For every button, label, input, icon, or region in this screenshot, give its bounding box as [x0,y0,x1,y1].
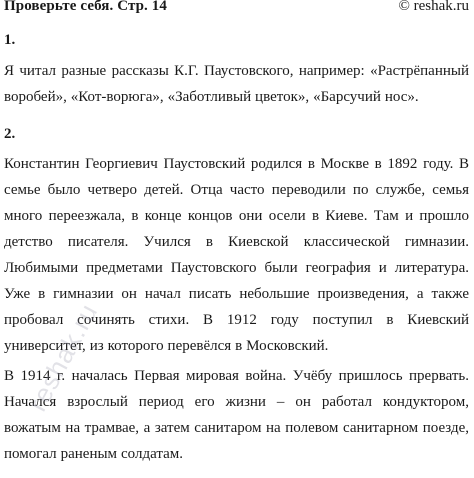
site-credit: © reshak.ru [398,0,469,14]
section-number-1: 1. [4,32,16,48]
section-number-2: 2. [4,126,16,142]
page-header [4,0,469,16]
answer-paragraph-1: Я читал разные рассказы К.Г. Паустовского, например: «Растрёпанный воробей», «Кот-ворюга», «Заботливый цветок», «Барсучий нос». [4,63,469,105]
page-title: Проверьте себя. Стр. 14 [4,0,167,14]
watermark: reshak.ru [22,298,104,417]
answer-paragraph-3: В 1914 г. началась Первая мировая война. Учёбу пришлось прервать. Начался взрослый период его жизни – он работал кондуктором, вожатым на трамвае, а затем санитаром на полевом санитарном поезде, помогал раненым солдатам. [4,368,469,462]
answer-paragraph-2: Константин Георгиевич Паустовский родился в Москве в 1892 году. В семье было четверо детей. Отца часто переводили по службе, семья много переезжала, в конце концов они осели в Киеве. Там и прошло детство писателя. Учился в Киевской классической гимназии. Любимыми предметами Паустовского были география и литература. Уже в гимназии он начал писать небольшие произведения, а также пробовал сочинять стихи. В 1912 году поступил в Киевский университет, из которого перевёлся в Московский. [4,156,469,354]
